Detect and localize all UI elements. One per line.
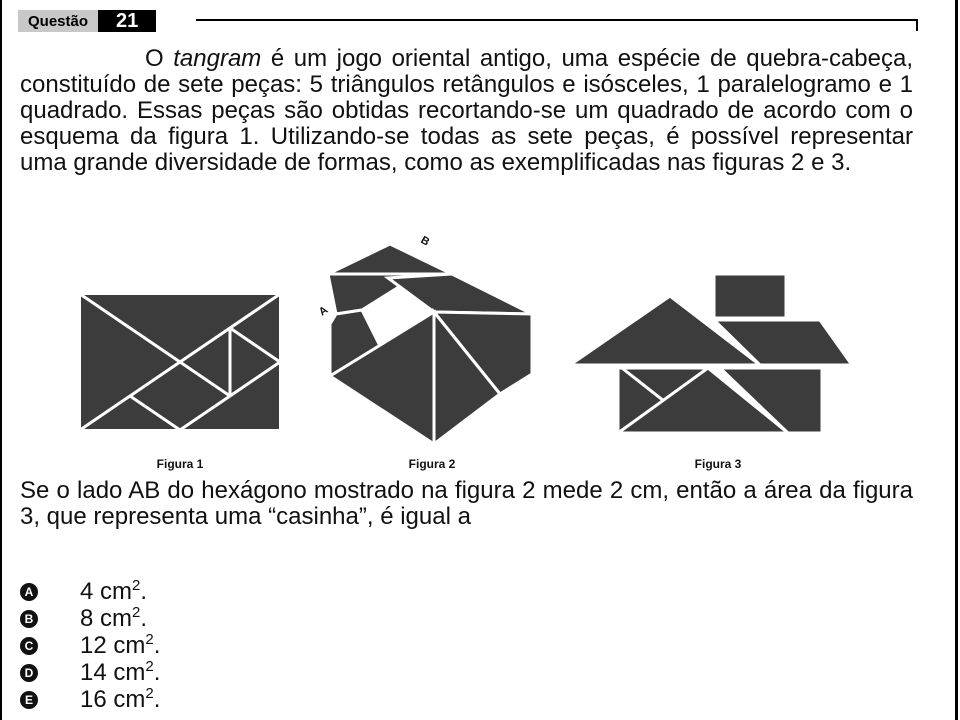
figures-area [60, 228, 880, 478]
option-a-exponent: 2 [132, 576, 141, 594]
option-c-end: . [153, 631, 161, 659]
question-label: Questão [18, 10, 98, 32]
option-b-exponent: 2 [132, 603, 141, 621]
answer-options [20, 578, 160, 713]
option-e-badge: E [20, 691, 38, 709]
question-text: Se o lado AB do hexágono mostrado na figura 2 mede 2 cm, então a área da figura 3, que representa uma “casinha”, é igual a [20, 477, 913, 530]
option-c[interactable] [20, 632, 160, 659]
option-c-exponent: 2 [145, 630, 154, 648]
option-d-value: 14 cm [80, 658, 146, 686]
option-b-end: . [140, 604, 148, 632]
intro-part2: é um jogo oriental antigo, uma espécie de quebra-cabeça, constituído de sete peças: 5 triângulos retângulos e isósceles, 1 paralelogramo e 1 quadrado. Essas peças são obtidas recortando-se um quadrado de acordo com o esquema da figura 1. Utilizando-se todas as sete peças, é possível representar uma grande diversidade de formas, como as exemplificadas nas figuras 2 e 3. [20, 45, 914, 176]
page-border-left [0, 0, 2, 720]
option-a-badge: A [20, 583, 38, 601]
header-rule [196, 19, 918, 21]
option-d[interactable] [20, 659, 160, 686]
point-a-label: A [316, 304, 331, 319]
option-a[interactable] [20, 578, 160, 605]
intro-paragraph [20, 46, 913, 176]
option-d-badge: D [20, 664, 38, 682]
option-c-text [80, 632, 160, 660]
intro-italic-term: tangram [173, 45, 262, 72]
header-rule-tick [916, 19, 918, 31]
option-d-exponent: 2 [145, 657, 154, 675]
figure-2-caption: Figura 2 [408, 457, 456, 471]
figure-3-drawing [570, 274, 852, 433]
point-b-label: B [418, 234, 432, 249]
option-a-end: . [140, 577, 148, 605]
option-b-value: 8 cm [80, 604, 133, 632]
option-a-text [80, 578, 147, 606]
option-c-value: 12 cm [80, 631, 146, 659]
figure-3-caption: Figura 3 [694, 457, 742, 471]
option-d-end: . [153, 658, 161, 686]
option-a-value: 4 cm [80, 577, 133, 605]
question-header [18, 10, 156, 32]
option-e[interactable] [20, 686, 160, 713]
option-b[interactable] [20, 605, 160, 632]
option-e-text [80, 686, 160, 714]
option-e-value: 16 cm [80, 685, 146, 713]
option-e-exponent: 2 [145, 684, 154, 702]
figure-1-caption: Figura 1 [156, 457, 204, 471]
option-e-end: . [153, 685, 161, 713]
intro-part1: O [145, 45, 174, 72]
option-b-text [80, 605, 147, 633]
question-number: 21 [98, 10, 156, 32]
option-b-badge: B [20, 610, 38, 628]
page-border-right [955, 0, 958, 720]
option-d-text [80, 659, 160, 687]
option-c-badge: C [20, 637, 38, 655]
figure-2-drawing [328, 244, 532, 444]
tangram-figures [60, 228, 880, 478]
